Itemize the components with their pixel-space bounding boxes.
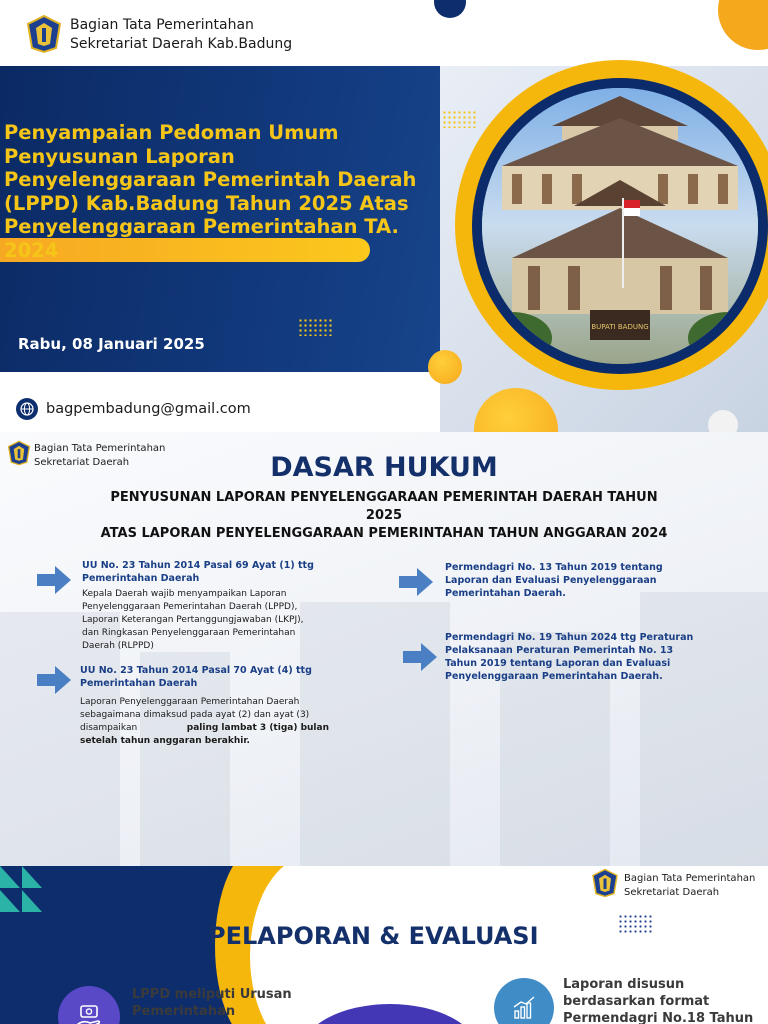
decor-triangles	[0, 866, 46, 912]
cover-title-line: Penyelenggaraan Pemerintahan TA.	[4, 215, 399, 238]
slide-title: DASAR HUKUM	[270, 452, 498, 483]
legal-item-title	[445, 631, 715, 683]
decor-dots	[618, 914, 652, 934]
legal-item-title	[82, 559, 342, 585]
decor-circle	[428, 350, 462, 384]
org-line-1: Bagian Tata Pemerintahan	[70, 17, 254, 33]
cover-title-line: Penyelenggaraan Pemerintah Daerah	[4, 168, 417, 191]
legal-item-title	[445, 561, 705, 600]
reporting-point	[132, 986, 302, 1020]
contact-email[interactable]: bagpembadung@gmail.com	[46, 401, 251, 417]
legal-item-title-line: Pemerintahan Daerah	[80, 678, 198, 689]
cover-title-line: Penyusunan Laporan	[4, 144, 235, 168]
reporting-slide	[0, 866, 768, 1024]
legal-item-body-line	[80, 722, 329, 735]
reporting-point-line: Permendagri No.18 Tahun	[563, 1011, 754, 1024]
legal-item-body	[80, 696, 329, 748]
cover-slide	[0, 0, 768, 432]
legal-item-title-line: Pelaksanaan Peraturan Pemerintah No. 13	[445, 645, 674, 656]
decor-circle	[708, 410, 738, 432]
legal-item-body-line: Daerah (RLPPD)	[82, 641, 154, 651]
arrow-right-icon	[37, 566, 71, 594]
org-line-1: Bagian Tata Pemerintahan	[34, 443, 166, 454]
decor-dots	[442, 110, 478, 128]
legal-item-title-line: Pemerintahan Daerah.	[445, 588, 566, 599]
arrow-right-icon	[399, 568, 433, 596]
legal-item-body-emphasis: setelah tahun anggaran berakhir.	[80, 736, 250, 746]
org-name	[624, 872, 755, 900]
slide-title: PELAPORAN & EVALUASI	[208, 922, 539, 950]
legal-item-title	[80, 664, 340, 690]
contact-email-row	[16, 398, 251, 420]
org-line-2: Sekretariat Daerah Kab.Badung	[70, 36, 293, 52]
decor-dots	[298, 318, 332, 336]
presentation-date: Rabu, 08 Januari 2025	[18, 335, 205, 353]
subtitle-line: ATAS LAPORAN PENYELENGGARAAN PEMERINTAHAN TAHUN ANGGARAN 2024	[100, 526, 668, 541]
legal-item-title-line: Permendagri No. 13 Tahun 2019 tentang	[445, 562, 663, 573]
subtitle-line: 2025	[365, 508, 403, 523]
org-line-2: Sekretariat Daerah	[34, 457, 130, 468]
reporting-point-line: Pemerintahan	[132, 1004, 236, 1019]
slide-subtitle	[60, 489, 708, 543]
legal-item-body-emphasis: paling lambat 3 (tiga) bulan	[186, 723, 329, 733]
emblem-logo	[24, 14, 64, 54]
legal-item-body-line: sebagaimana dimaksud pada ayat (2) dan ayat (3)	[80, 710, 310, 720]
legal-basis-slide	[0, 432, 768, 866]
legal-item-body-line: Laporan Penyelenggaraan Pemerintahan Daerah	[80, 697, 300, 707]
arrow-right-icon	[37, 666, 71, 694]
legal-item-title-line: Tahun 2019 tentang Laporan dan Evaluasi	[445, 658, 671, 669]
reporting-point-line: LPPD meliputi Urusan	[132, 987, 292, 1002]
reporting-point	[563, 976, 763, 1024]
legal-item-body-line: Penyelenggaraan Pemerintahan Daerah (LPPD),	[82, 602, 298, 612]
building-illustration	[482, 88, 758, 364]
legal-item-title-line: UU No. 23 Tahun 2014 Pasal 70 Ayat (4) ttg	[80, 665, 312, 676]
emblem-logo	[590, 868, 620, 898]
growth-chart-icon	[494, 978, 554, 1024]
cover-title-line: (LPPD) Kab.Badung Tahun 2025 Atas	[4, 191, 409, 215]
legal-item-body-text: disampaikan	[80, 723, 138, 733]
legal-item-body-line: dan Ringkasan Penyelenggaraan Pemerintahan	[82, 628, 296, 638]
svg-text:BUPATI BADUNG: BUPATI BADUNG	[591, 323, 649, 331]
legal-item-body	[82, 588, 330, 653]
cover-title	[4, 121, 444, 262]
legal-item-title-line: Pemerintahan Daerah	[82, 573, 200, 584]
reporting-point-line: berdasarkan format	[563, 994, 710, 1009]
reporting-point-line: Laporan disusun	[563, 977, 685, 992]
legal-item-title-line: UU No. 23 Tahun 2014 Pasal 69 Ayat (1) ttg	[82, 560, 314, 571]
cover-title-line: 2024	[4, 238, 59, 262]
org-name	[70, 16, 292, 54]
legal-item-title-line: Penyelenggaraan Pemerintahan Daerah.	[445, 671, 663, 682]
building-photo	[482, 88, 758, 364]
legal-item-body-line: Kepala Daerah wajib menyampaikan Laporan	[82, 589, 287, 599]
legal-item-title-line: Permendagri No. 19 Tahun 2024 ttg Peraturan	[445, 632, 694, 643]
arrow-right-icon	[403, 643, 437, 671]
org-line-1: Bagian Tata Pemerintahan	[624, 873, 756, 884]
subtitle-line: PENYUSUNAN LAPORAN PENYELENGGARAAN PEMERINTAH DAERAH TAHUN	[110, 490, 658, 505]
legal-item-title-line: Laporan dan Evaluasi Penyelenggaraan	[445, 575, 657, 586]
legal-item-body-line: Laporan Keterangan Pertanggungjawaban (LKPJ),	[82, 615, 304, 625]
legal-item-body-line	[80, 735, 329, 748]
cover-title-line: Penyampaian Pedoman Umum	[4, 121, 339, 144]
org-line-2: Sekretariat Daerah	[624, 887, 720, 898]
globe-icon	[16, 398, 38, 420]
